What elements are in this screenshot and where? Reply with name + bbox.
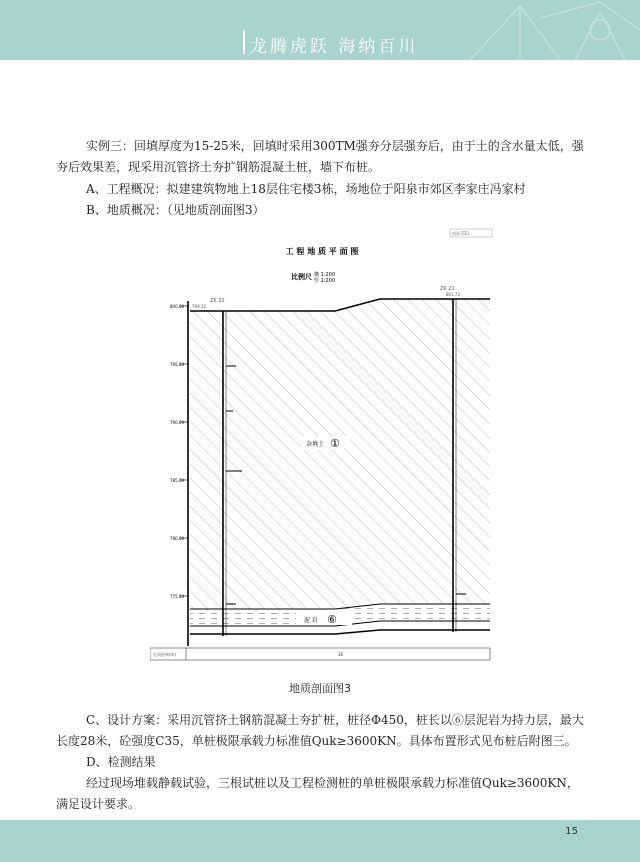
item-d-test-results: D、检测结果 [86,755,156,769]
header-divider [243,30,245,54]
conclusion-paragraph: 经过现场堆载静载试验，三根试桩以及工程检测桩的单桩极限承载力标准值Quk≥3600KN，满足设计要求。 [56,776,579,811]
geology-section-figure [150,226,495,666]
geology-section-drawing [150,226,495,666]
layer6-number: ⑥ [327,613,337,626]
layer1-number: ① [330,437,340,450]
distance-table [150,648,490,660]
distance-value: 36 [338,652,344,657]
section-bottom-line [190,630,490,634]
figure-title: 工 程 地 质 平 面 图 [285,247,359,256]
axis-label: 795.00 [170,362,184,367]
page-number: 15 [565,826,578,837]
borehole-right-label: ZK 21 [440,286,455,292]
corner-label: 剖面 ZZ1 [452,231,470,236]
axis-label: 790.00 [170,420,184,425]
fill-layer-hatch [190,299,490,609]
item-b-geology-overview: B、地质概况：（见地质剖面图3） [86,203,265,217]
layer1-label: 杂填土 [306,441,325,448]
axis-label: 775.00 [170,594,184,599]
scale-horizontal: 横 1:200 [314,272,335,278]
borehole-left-elevation: 799.32 [192,304,206,309]
axis-label: 785.00 [170,478,184,483]
axis-label: 800.00 [170,304,184,309]
borehole-right-elevation: 801.72 [446,292,460,297]
layer6-label: 泥 岩 [304,617,318,624]
figure-caption: 地质剖面图3 [289,682,351,695]
footer-band [0,820,640,862]
item-c-design-plan: C、设计方案：采用沉管挤土钢筋混凝土夯扩桩，桩径Φ450，桩长以⑥层泥岩为持力层，最大长度28米，砼强度C35，单桩极限承载力标准值Quk≥3600KN。具体布置形式见布桩后附图三。 [56,713,584,748]
example-paragraph: 实例三：回填厚度为15-25米，回填时采用300TM强夯分层强夯后，由于土的含水量太低，强夯后效果差，现采用沉管挤土夯扩钢筋混凝土桩，墙下布桩。 [56,139,584,174]
distance-label: 孔间距离(m) [153,652,177,657]
scale-vertical: 竖 1:200 [314,278,335,284]
header-band [0,0,640,60]
axis-ticks [180,306,188,596]
axis-label: 780.00 [170,536,184,541]
item-a-project-overview: A、工程概况：拟建建筑物地上18层住宅楼3栋，场地位于阳泉市郊区李家庄冯家村 [86,182,526,196]
borehole-left-label: ZK 22 [210,298,225,304]
header-slogan: 龙腾虎跃 海纳百川 [250,37,419,57]
scale-label: 比例尺 [291,273,312,281]
